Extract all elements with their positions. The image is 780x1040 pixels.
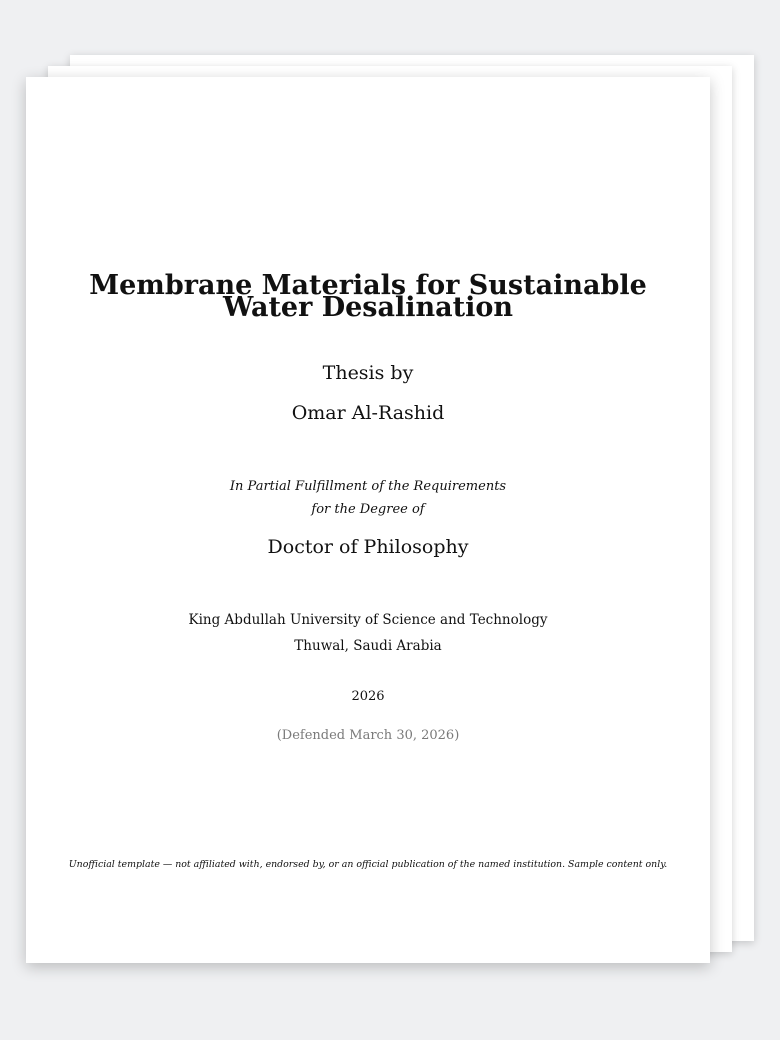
thesis-by-label: Thesis by xyxy=(322,362,414,384)
institution-name: King Abdullah University of Science and Technology xyxy=(188,612,548,628)
degree-name: Doctor of Philosophy xyxy=(267,536,469,558)
thesis-title-line-2: Water Desalination xyxy=(222,292,514,323)
disclaimer-note: Unofficial template — not affiliated with, endorsed by, or an official publication of the named institution. Sample content only. xyxy=(68,859,668,870)
defense-date: (Defended March 30, 2026) xyxy=(276,728,460,743)
fulfillment-line-2: for the Degree of xyxy=(311,502,425,517)
submission-year: 2026 xyxy=(351,689,385,704)
title-page xyxy=(26,77,710,963)
thesis-title-line-1: Membrane Materials for Sustainable xyxy=(89,270,647,301)
thesis-title xyxy=(26,270,710,323)
author-name: Omar Al-Rashid xyxy=(291,402,445,424)
institution-location: Thuwal, Saudi Arabia xyxy=(294,638,442,654)
fulfillment-line-1: In Partial Fulfillment of the Requirements xyxy=(229,479,507,494)
